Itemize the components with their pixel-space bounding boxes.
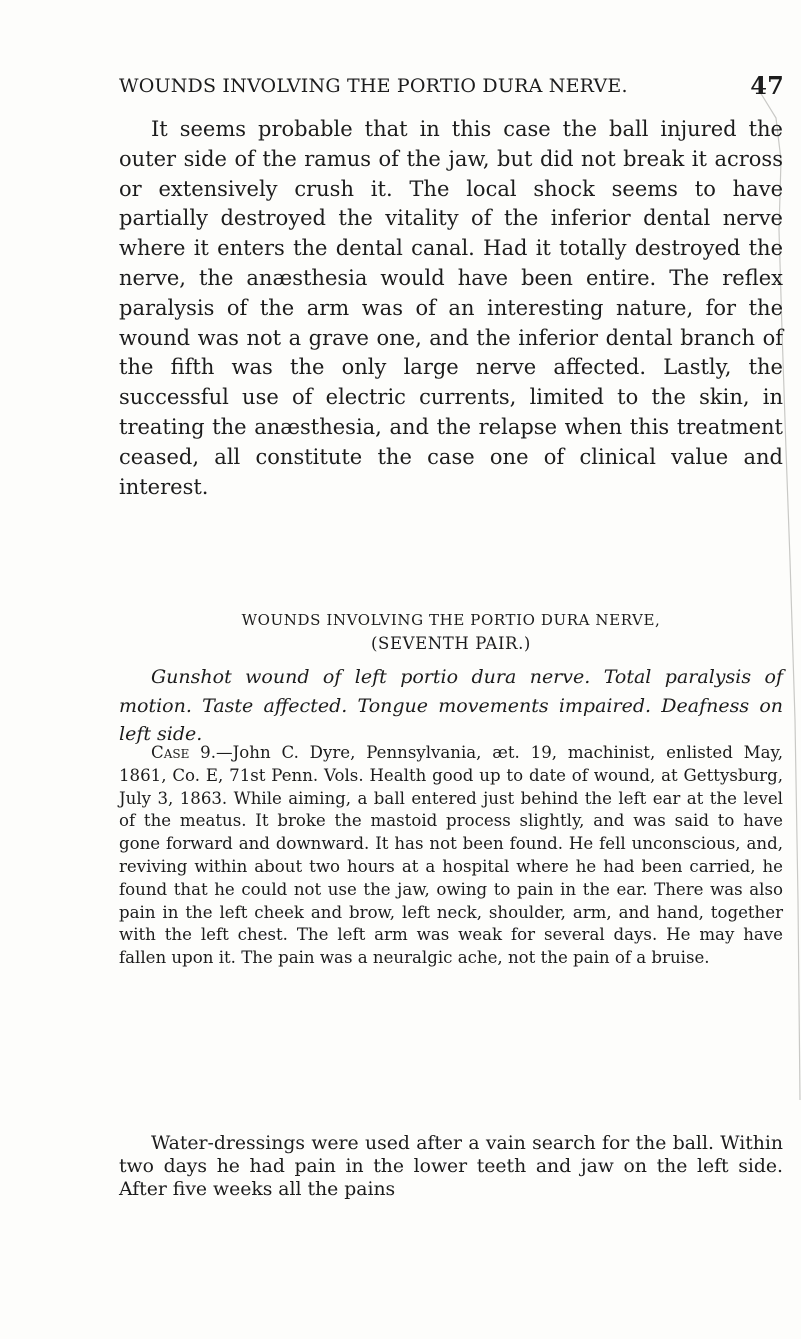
case-intro-paragraph	[119, 742, 783, 970]
case-label: Case 9.	[151, 743, 217, 762]
section-title: WOUNDS INVOLVING THE PORTIO DURA NERVE,	[241, 611, 661, 629]
case-treatment-text: Water-dressings were used after a vain search for the ball. Within two days he had pain in the lower teeth and jaw on the left side. After five weeks all the pains	[119, 1133, 783, 1200]
page-number: 47	[750, 71, 784, 100]
running-head-title: WOUNDS INVOLVING THE PORTIO DURA NERVE.	[119, 75, 628, 97]
case-intro-text: —John C. Dyre, Pennsylvania, æt. 19, machinist, enlisted May, 1861, Co. E, 71st Penn. Vols. Health good up to date of wound, at Gettysburg, July 3, 1863.	[119, 743, 783, 808]
case-treatment-paragraph	[119, 1132, 783, 1201]
case-narrative: While aiming, a ball entered just behind the left ear at the level of the meatus. It broke the mastoid process slightly, and was said to have gone forward and downward. It has not been found. He fell unconscious, and, reviving within about two hours at a hospital where he had been carried, he found that he could not use the jaw, owing to pain in the ear. There was also pain in the left cheek and brow, left neck, shoulder, arm, and hand, together with the left chest. The left arm was weak for several days. He may have fallen upon it. The pain was a neuralgic ache, not the pain of a bruise.	[119, 788, 783, 968]
section-heading	[119, 608, 783, 656]
case-synopsis: Gunshot wound of left portio dura nerve. Total paralysis of motion. Taste affected. Tongue movements impaired. Deafness on left side.	[119, 666, 783, 745]
section-subtitle: (SEVENTH PAIR.)	[371, 634, 531, 653]
opening-paragraph: It seems probable that in this case the ball injured the outer side of the ramus of the jaw, but did not break it across or extensively crush it. The local shock seems to have partially destroyed the vitality of the inferior dental nerve where it enters the dental canal. Had it totally destroyed the nerve, the anæsthesia would have been entire. The reflex paralysis of the arm was of an interesting nature, for the wound was not a grave one, and the inferior dental branch of the fifth was the only large nerve affected. Lastly, the successful use of electric currents, limited to the skin, in treating the anæsthesia, and the relapse when this treatment ceased, all constitute the case one of clinical value and interest.	[119, 117, 783, 499]
running-head	[119, 71, 784, 105]
